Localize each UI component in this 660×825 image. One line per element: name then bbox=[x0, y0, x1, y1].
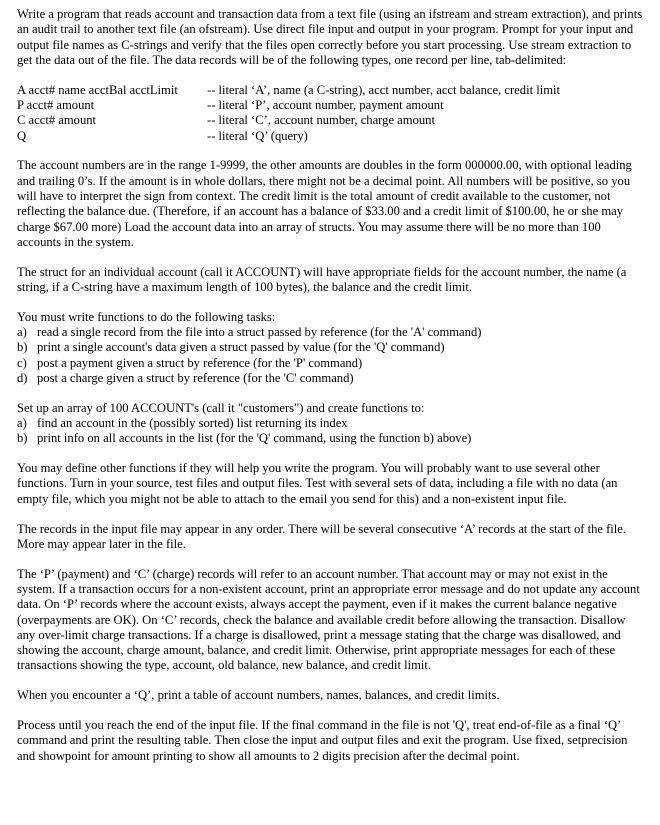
list-marker: d) bbox=[17, 370, 28, 385]
list-item-text: post a charge given a struct by reference (for the 'C' command) bbox=[37, 370, 354, 385]
list-marker: b) bbox=[17, 431, 28, 446]
transactions-paragraph: The ‘P’ (payment) and ‘C’ (charge) records will refer to an account number. That account may or may not exist in the system. If a transaction occurs for a non-existent account, print an appropriate error message and do not update any account data. On ‘P’ records where the account exists, always accept the payment, even if it makes the current balance negative (overpayments are OK). On ‘C’ records, check the balance and available credit before allowing the transaction. Disallow any over-limit charge transactions. If a charge is disallowed, print a message stating that the charge was disallowed, and showing the account, charge amount, balance, and credit limit. Otherwise, print appropriate messages for each of these transactions showing the type, account, old balance, new balance, and credit limit. bbox=[17, 566, 640, 673]
list-marker: a) bbox=[17, 325, 27, 340]
record-description-p: -- literal ‘P’, account number, payment amount bbox=[207, 97, 444, 112]
record-format-p: P acct# amount bbox=[17, 97, 95, 112]
list-item bbox=[17, 325, 646, 340]
list-marker: c) bbox=[17, 355, 27, 370]
account-numbers-paragraph: The account numbers are in the range 1-9999, the other amounts are doubles in the form 000000.00, with optional leading and trailing 0’s. If the amount is in whole dollars, there might not be a decimal point. All numbers will be positive, so you will have to interpret the sign from context. The credit limit is the total amount of credit available to the customer, not reflecting the balance due. (Therefore, if an account has a balance of $33.00 and a credit limit of $100.00, he or she may charge $67.00 more) Load the account data into an array of structs. You may assume there will be no more than 100 accounts in the system. bbox=[17, 158, 632, 249]
record-types-table bbox=[17, 83, 646, 144]
list-item bbox=[17, 356, 646, 371]
record-format-a: A acct# name acctBal acctLimit bbox=[17, 82, 178, 97]
struct-paragraph: The struct for an individual account (call it ACCOUNT) will have appropriate fields for the account number, the name (a string, if a C-string have a maximum length of 100 bytes), the balance and the credit limit. bbox=[17, 264, 627, 294]
record-description-c: -- literal ‘C’, account number, charge amount bbox=[207, 113, 435, 128]
list-item-text: print a single account's data given a struct passed by value (for the 'Q' command) bbox=[37, 340, 445, 355]
list-item-text: post a payment given a struct by reference (for the 'P' command) bbox=[37, 355, 363, 370]
list-marker: b) bbox=[17, 340, 28, 355]
array-heading: Set up an array of 100 ACCOUNT's (call it "customers") and create functions to: bbox=[17, 400, 425, 415]
process-paragraph: Process until you reach the end of the input file. If the final command in the file is not 'Q', treat end-of-file as a final ‘Q’ command and print the resulting table. Then close the input and output files and exit the program. Use fixed, setprecision and showpoint for amount printing to show all amounts to 2 digits precision after the decimal point. bbox=[17, 717, 628, 763]
list-item bbox=[17, 371, 646, 386]
record-order-paragraph: The records in the input file may appear in any order. There will be several consecutive ‘A’ records at the start of the file. More may appear later in the file. bbox=[17, 521, 627, 551]
list-item-text: find an account in the (possibly sorted) list returning its index bbox=[37, 416, 348, 431]
record-description-q: -- literal ‘Q’ (query) bbox=[207, 128, 308, 143]
list-marker: a) bbox=[17, 416, 27, 431]
list-item bbox=[17, 340, 646, 355]
intro-paragraph: Write a program that reads account and transaction data from a text file (using an ifstream and stream extraction), and prints an audit trail to another text file (an ofstream). Use direct file input and output in your program. Prompt for your input and output file names as C-strings and verify that the files open correctly before you start processing. Use stream extraction to get the data out of the file. The data records will be of the following types, one record per line, tab-delimited: bbox=[17, 7, 643, 67]
record-description-a: -- literal ‘A’, name (a C-string), acct number, acct balance, credit limit bbox=[207, 82, 561, 97]
other-functions-paragraph: You may define other functions if they will help you write the program. You will probably want to use several other functions. Turn in your source, test files and output files. Test with several sets of data, including a file with no data (an empty file, which you might not be able to attach to the email you send for this) and a non-existent input file. bbox=[17, 461, 618, 506]
record-format-c: C acct# amount bbox=[17, 113, 97, 128]
functions-list bbox=[17, 325, 646, 386]
array-functions-list bbox=[17, 416, 646, 447]
query-paragraph: When you encounter a ‘Q’, print a table of account numbers, names, balances, and credit limits. bbox=[17, 688, 500, 703]
functions-heading: You must write functions to do the following tasks: bbox=[17, 309, 276, 324]
list-item bbox=[17, 431, 646, 446]
list-item-text: print info on all accounts in the list (for the 'Q' command, using the function b) above) bbox=[37, 431, 472, 446]
record-format-q: Q bbox=[17, 128, 27, 143]
list-item-text: read a single record from the file into a struct passed by reference (for the 'A' command) bbox=[37, 325, 482, 340]
list-item bbox=[17, 416, 646, 431]
